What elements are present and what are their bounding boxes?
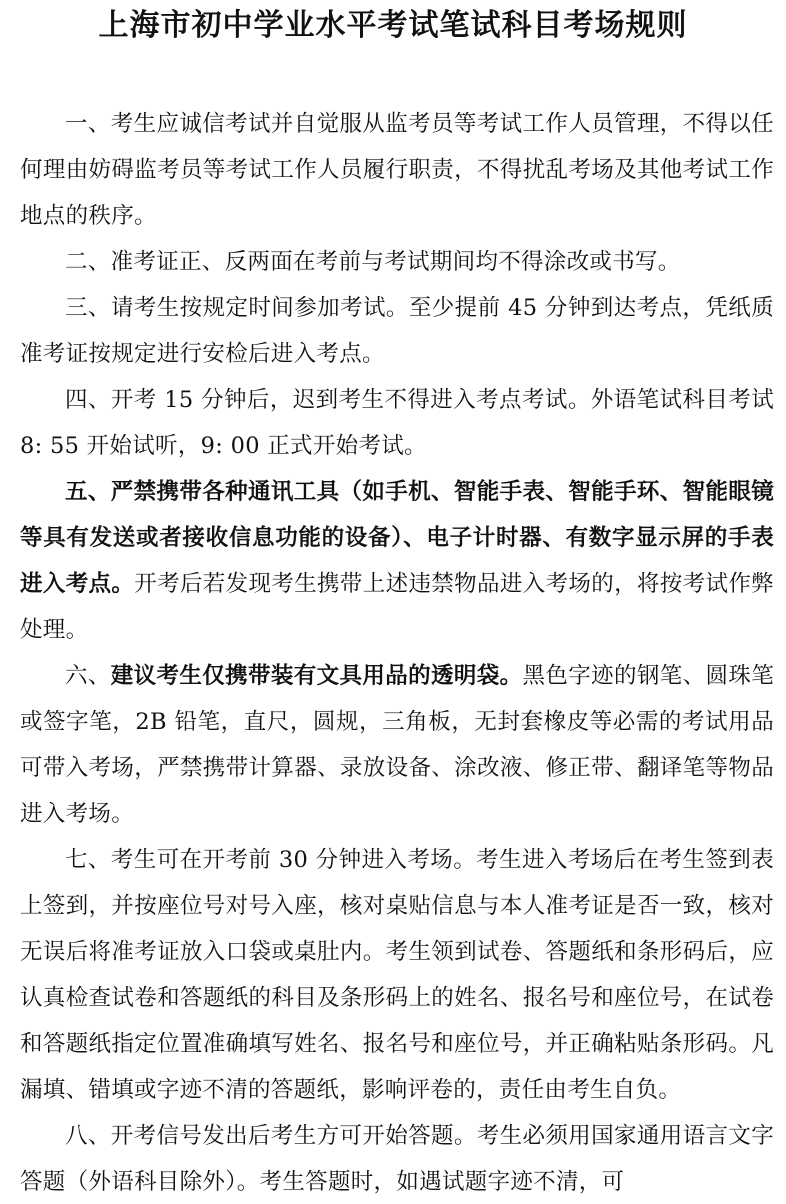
rule-8 xyxy=(20,1113,774,1204)
rules-body xyxy=(20,101,774,1204)
rule-7-text: 七、考生可在开考前 30 分钟进入考场。考生进入考场后在考生签到表上签到，并按座位号对号入座，核对桌贴信息与本人准考证是否一致，核对无误后将准考证放入口袋或桌肚内。考生领到试卷、答题纸和条形码后，应认真检查试卷和答题纸的科目及条形码上的姓名、报名号和座位号，在试卷和答题纸指定位置准确填写姓名、报名号和座位号，并正确粘贴条形码。凡漏填、错填或字迹不清的答题纸，影响评卷的，责任由考生自负。 xyxy=(20,847,774,1103)
rule-4-text: 四、开考 15 分钟后，迟到考生不得进入考点考试。外语笔试科目考试 8: 55 开始试听，9: 00 正式开始考试。 xyxy=(20,387,774,459)
rule-6 xyxy=(20,653,774,837)
rule-4 xyxy=(20,377,774,469)
rule-8-text: 八、开考信号发出后考生方可开始答题。考生必须用国家通用语言文字答题（外语科目除外）。考生答题时，如遇试题字迹不清，可 xyxy=(20,1123,774,1195)
rule-3 xyxy=(20,285,774,377)
rule-6-lead: 六、 xyxy=(65,663,111,689)
rule-2 xyxy=(20,239,774,285)
rule-2-text: 二、准考证正、反两面在考前与考试期间均不得涂改或书写。 xyxy=(65,249,681,275)
document-title: 上海市初中学业水平考试笔试科目考场规则 xyxy=(98,8,688,43)
rule-7 xyxy=(20,837,774,1113)
rule-1 xyxy=(20,101,774,239)
rule-1-text: 一、考生应诚信考试并自觉服从监考员等考试工作人员管理，不得以任何理由妨碍监考员等考试工作人员履行职责，不得扰乱考场及其他考试工作地点的秩序。 xyxy=(20,111,774,229)
rule-6-bold-text: 建议考生仅携带装有文具用品的透明袋。 xyxy=(110,663,523,689)
rule-5 xyxy=(20,469,774,653)
rule-6-text: 黑色字迹的钢笔、圆珠笔或签字笔，2B 铅笔，直尺，圆规，三角板，无封套橡皮等必需的考试用品可带入考场，严禁携带计算器、录放设备、涂改液、修正带、翻译笔等物品进入考场。 xyxy=(20,663,774,827)
rule-3-text: 三、请考生按规定时间参加考试。至少提前 45 分钟到达考点，凭纸质准考证按规定进行安检后进入考点。 xyxy=(20,295,774,367)
rule-5-bold-text: 五、严禁携带各种通讯工具（如手机、智能手表、智能手环、智能眼镜等具有发送或者接收信息功能的设备）、电子计时器、有数字显示屏的手表进入考点。 xyxy=(20,479,774,597)
rule-5-text: 开考后若发现考生携带上述违禁物品进入考场的，将按考试作弊处理。 xyxy=(20,571,774,643)
